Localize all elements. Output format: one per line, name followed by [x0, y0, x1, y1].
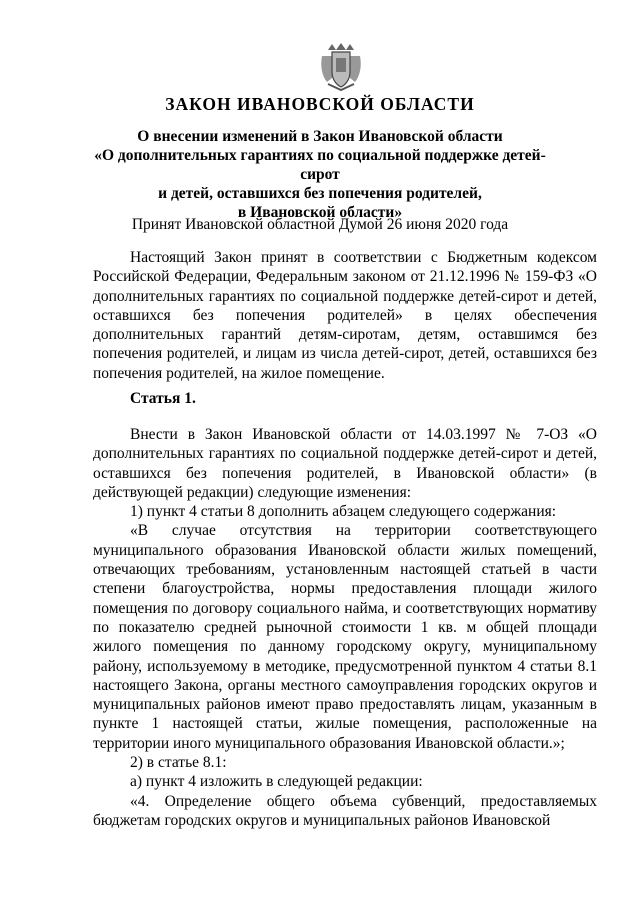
paragraph: «4. Определение общего объема субвенций, предоставляемых бюджетам городских округов и муниципальных районов Ивановской [93, 792, 597, 829]
paragraph: а) пункт 4 изложить в следующей редакции: [130, 773, 423, 791]
coat-of-arms-icon [318, 42, 364, 92]
paragraph: «В случае отсутствия на территории соответствующего муниципального образования Ивановской области жилых помещений, отвечающих требованиям, установленным настоящей статьей в части степени благоустройства, нормы предоставления площади жилого помещения по договору социального найма, и соответствующих нормативу по показателю средней рыночной стоимости 1 кв. м общей площади жилого помещения по данному городскому округу, муниципальному району, используемому в методике, предусмотренной пунктом 4 статьи 8.1 настоящего Закона, органы местного самоуправления городских округов и муниципальных районов имеют право предоставлять лицам, указанным в пункте 1 настоящей статьи, жилые помещения, расположенные на территории иного муниципального образования Ивановской области.»; [93, 522, 597, 752]
subtitle-line: О внесении изменений в Закон Ивановской области [137, 128, 503, 145]
law-title: ЗАКОН ИВАНОВСКОЙ ОБЛАСТИ [165, 94, 475, 114]
article-heading: Статья 1. [130, 390, 196, 407]
subtitle-line: и детей, оставшихся без попечения родителей, [158, 185, 482, 202]
paragraph: 1) пункт 4 статьи 8 дополнить абзацем следующего содержания: [130, 503, 557, 521]
adoption-line: Принят Ивановской областной Думой 26 июня 2020 года [131, 216, 509, 233]
article-body [93, 425, 597, 830]
subtitle-line: в Ивановской области» [237, 204, 403, 221]
paragraph: 2) в статье 8.1: [130, 754, 227, 772]
paragraph: Внести в Закон Ивановской области от 14.03.1997 № 7-ОЗ «О дополнительных гарантиях по социальной поддержке детей-сирот и детей, оставшихся без попечения родителей, в Ивановской области» (в действующей редакции) следующие изменения: [93, 426, 597, 501]
intro-section [93, 248, 597, 383]
law-subtitle [80, 127, 560, 222]
subtitle-line: «О дополнительных гарантиях по социальной поддержке детей-сирот [94, 147, 546, 183]
intro-paragraph: Настоящий Закон принят в соответствии с Бюджетным кодексом Российской Федерации, Федеральным законом от 21.12.1996 № 159-ФЗ «О дополнительных гарантиях по социальной поддержке детей-сирот и детей, оставшихся без попечения родителей» в целях обеспечения дополнительных гарантий детям-сиротам, детям, оставшимся без попечения родителей, и лицам из числа детей-сирот, детей, оставшихся без попечения родителей, на жилое помещение. [93, 249, 597, 382]
